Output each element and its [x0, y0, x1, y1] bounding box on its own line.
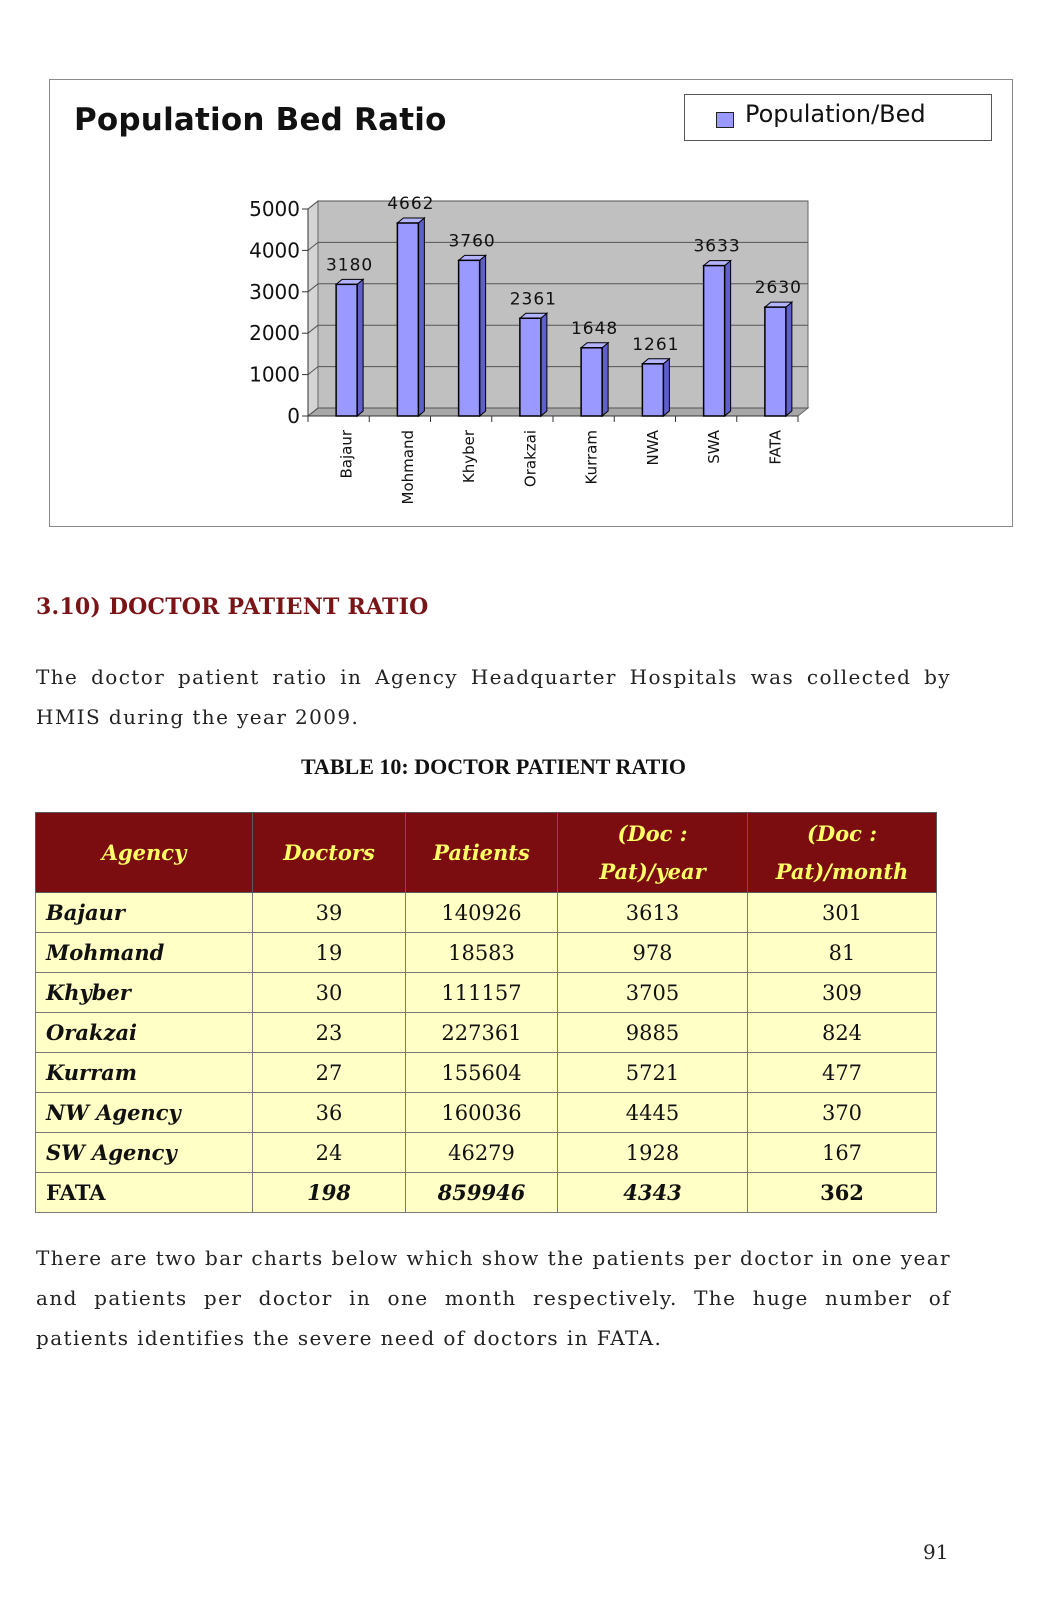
- data-label: 2630: [754, 278, 803, 299]
- cell-agency: Mohmand: [36, 933, 253, 973]
- header-pat-per-month: (Doc : Pat)/month: [748, 813, 937, 893]
- cell-pat-per-year: 4445: [558, 1093, 748, 1133]
- cell-pat-per-year: 4343: [558, 1173, 748, 1213]
- table-row: [36, 893, 937, 933]
- cell-pat-per-year: 1928: [558, 1133, 748, 1173]
- x-tick-label: Kurram: [582, 430, 601, 485]
- legend-label: Population/Bed: [745, 100, 926, 128]
- cell-pat-per-year: 5721: [558, 1053, 748, 1093]
- cell-agency: NW Agency: [36, 1093, 253, 1133]
- data-label: 2361: [509, 289, 558, 310]
- y-tick-label: 5000: [249, 197, 300, 221]
- header-patients: Patients: [406, 813, 558, 893]
- intro-paragraph: The doctor patient ratio in Agency Headquarter Hospitals was collected by HMIS during the year 2009.: [36, 665, 951, 729]
- bar-side: [602, 343, 608, 416]
- table-title: TABLE 10: DOCTOR PATIENT RATIO: [300, 754, 687, 779]
- header-pat-per-year: (Doc : Pat)/year: [558, 813, 748, 893]
- x-tick-label: NWA: [643, 430, 662, 466]
- bar-swa: [704, 266, 725, 416]
- bar-side: [418, 218, 424, 416]
- table-row: [36, 933, 937, 973]
- cell-pat-per-month: 301: [748, 893, 937, 933]
- table-row: [36, 1173, 937, 1213]
- table-row: [36, 1133, 937, 1173]
- cell-patients: 160036: [406, 1093, 558, 1133]
- cell-agency: SW Agency: [36, 1133, 253, 1173]
- x-tick-label: FATA: [766, 430, 785, 465]
- cell-doctors: 23: [253, 1013, 406, 1053]
- chart-floor: [308, 408, 808, 416]
- bar-side: [480, 255, 486, 416]
- x-tick-label: Mohmand: [398, 430, 417, 505]
- chart-side-wall: [308, 201, 318, 416]
- header-agency: Agency: [36, 813, 253, 893]
- y-tick-label: 2000: [249, 321, 300, 346]
- x-tick-label: SWA: [705, 430, 724, 464]
- table-header-row: [36, 813, 937, 893]
- y-tick-label: 0: [287, 404, 300, 428]
- cell-pat-per-month: 362: [748, 1173, 937, 1213]
- y-tick-label: 3000: [249, 279, 300, 304]
- y-tick-label: 1000: [249, 362, 300, 387]
- bar-side: [357, 279, 363, 416]
- cell-doctors: 198: [253, 1173, 406, 1213]
- cell-patients: 140926: [406, 893, 558, 933]
- cell-agency: Orakzai: [36, 1013, 253, 1053]
- cell-doctors: 36: [253, 1093, 406, 1133]
- header-doctors: Doctors: [253, 813, 406, 893]
- bar-side: [725, 261, 731, 416]
- data-label: 4662: [387, 193, 435, 214]
- closing-paragraph: There are two bar charts below which show the patients per doctor in one year and patients per doctor in one month respectively. The huge number of patients identifies the severe need of doctors in FATA.: [36, 1246, 951, 1350]
- bar-kurram: [581, 348, 602, 416]
- cell-pat-per-year: 978: [558, 933, 748, 973]
- cell-pat-per-month: 309: [748, 973, 937, 1013]
- data-label: 3180: [325, 255, 374, 276]
- cell-patients: 111157: [406, 973, 558, 1013]
- legend-swatch: [716, 112, 734, 128]
- cell-patients: 18583: [406, 933, 558, 973]
- x-tick-label: Orakzai: [521, 430, 540, 488]
- cell-patients: 859946: [406, 1173, 558, 1213]
- cell-patients: 155604: [406, 1053, 558, 1093]
- cell-doctors: 24: [253, 1133, 406, 1173]
- bar-side: [663, 359, 669, 416]
- table-row: [36, 1053, 937, 1093]
- population-bed-ratio-chart: [49, 79, 1013, 527]
- bar-khyber: [459, 260, 480, 416]
- doctor-patient-table: [35, 812, 937, 1213]
- bar-side: [786, 302, 792, 416]
- data-label: 3760: [448, 231, 496, 252]
- data-label: 1648: [570, 318, 619, 339]
- chart-back-wall: [318, 201, 808, 408]
- cell-doctors: 27: [253, 1053, 406, 1093]
- data-label: 1261: [632, 334, 680, 355]
- cell-pat-per-month: 81: [748, 933, 937, 973]
- bar-bajaur: [336, 284, 357, 416]
- cell-pat-per-year: 3705: [558, 973, 748, 1013]
- chart-plot: [50, 80, 1012, 526]
- cell-pat-per-year: 9885: [558, 1013, 748, 1053]
- x-tick-label: Khyber: [460, 430, 479, 484]
- cell-agency: Bajaur: [36, 893, 253, 933]
- page-number: 91: [923, 1540, 949, 1564]
- bar-side: [541, 313, 547, 416]
- chart-legend: [684, 94, 992, 141]
- cell-patients: 46279: [406, 1133, 558, 1173]
- cell-agency: Khyber: [36, 973, 253, 1013]
- cell-patients: 227361: [406, 1013, 558, 1053]
- cell-agency: FATA: [36, 1173, 253, 1213]
- cell-doctors: 39: [253, 893, 406, 933]
- chart-title: Population Bed Ratio: [74, 102, 447, 138]
- table-row: [36, 973, 937, 1013]
- bar-orakzai: [520, 318, 541, 416]
- table-body: [36, 893, 937, 1213]
- table-row: [36, 1093, 937, 1133]
- y-tick-label: 4000: [249, 238, 300, 263]
- table-row: [36, 1013, 937, 1053]
- bar-mohmand: [397, 223, 418, 416]
- cell-doctors: 19: [253, 933, 406, 973]
- bar-fata: [765, 307, 786, 416]
- cell-agency: Kurram: [36, 1053, 253, 1093]
- cell-pat-per-month: 167: [748, 1133, 937, 1173]
- cell-doctors: 30: [253, 973, 406, 1013]
- section-heading: 3.10) DOCTOR PATIENT RATIO: [36, 594, 429, 620]
- bar-nwa: [642, 364, 663, 416]
- cell-pat-per-month: 370: [748, 1093, 937, 1133]
- data-label: 3633: [693, 236, 741, 257]
- cell-pat-per-month: 477: [748, 1053, 937, 1093]
- cell-pat-per-month: 824: [748, 1013, 937, 1053]
- x-tick-label: Bajaur: [337, 430, 356, 479]
- cell-pat-per-year: 3613: [558, 893, 748, 933]
